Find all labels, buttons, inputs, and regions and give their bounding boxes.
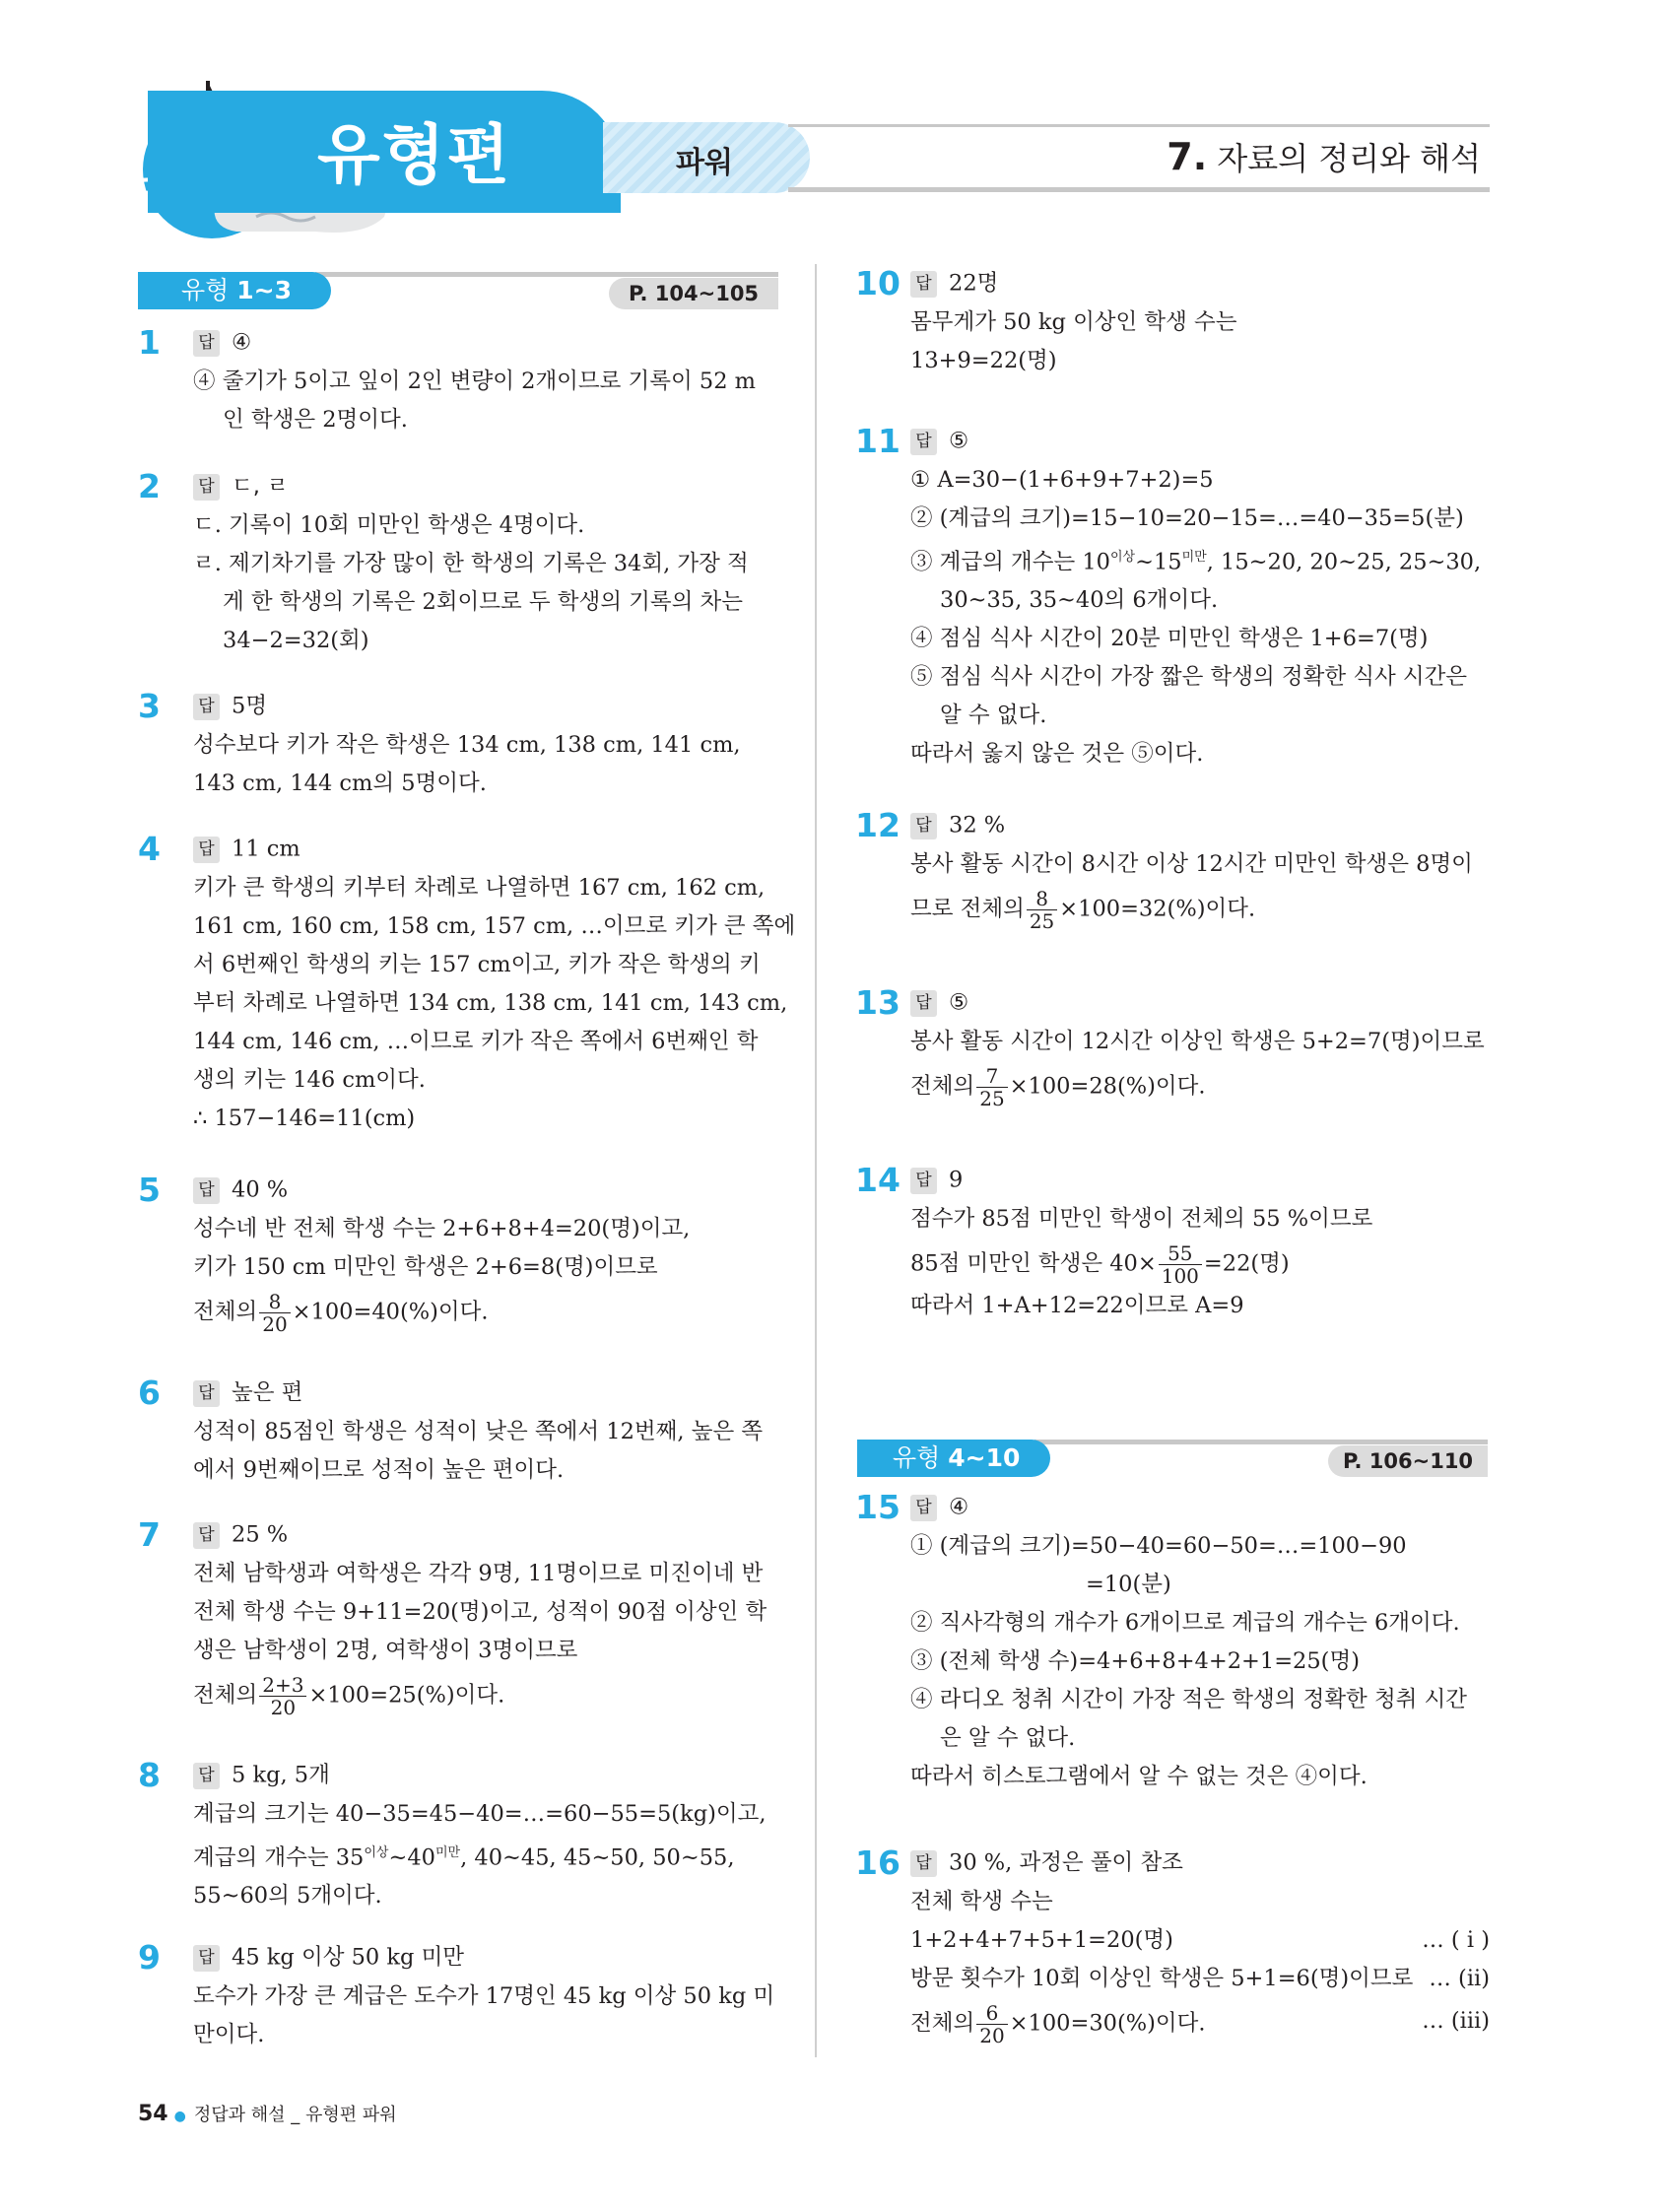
problem-5	[193, 1171, 784, 1335]
fraction	[1159, 1242, 1202, 1287]
solution-line: 143 cm, 144 cm의 5명이다.	[193, 770, 487, 796]
text-segment: ~40	[388, 1844, 435, 1870]
solution-line: 전체 학생 수는	[910, 1888, 1053, 1914]
section-pages: P. 104~105	[609, 278, 778, 309]
problem-7	[193, 1515, 784, 1718]
problem-2	[193, 467, 784, 660]
section-bar-1	[138, 272, 778, 309]
solution-line: 봉사 활동 시간이 12시간 이상인 학생은 5+2=7(명)이므로	[910, 1028, 1485, 1054]
solution-line: 전체 학생 수는 9+11=20(명)이고, 성적이 90점 이상인 학	[193, 1598, 767, 1625]
solution-line: 따라서 히스토그램에서 알 수 없는 것은 ④이다.	[910, 1763, 1368, 1789]
problem-number: 9	[138, 1938, 161, 1977]
answer-row	[193, 1171, 784, 1210]
fraction-suffix: =22(명)	[1203, 1250, 1290, 1276]
problem-16	[910, 1843, 1490, 2046]
answer-badge: 답	[910, 1850, 937, 1877]
solution-line	[910, 1921, 1490, 1960]
superscript: 이상	[1110, 549, 1136, 565]
solution-line: 144 cm, 146 cm, …이므로 키가 작은 쪽에서 6번째인 학	[193, 1028, 759, 1054]
problem-4	[193, 830, 796, 1138]
text-segment: , 15~20, 20~25, 25~30,	[1206, 549, 1482, 574]
answer-value: ④	[232, 329, 252, 356]
step-tag: … (iii)	[1422, 2007, 1490, 2034]
problem-number: 1	[138, 323, 161, 362]
solution-line	[910, 538, 1492, 582]
problem-number: 7	[138, 1515, 161, 1554]
answer-badge: 답	[910, 813, 937, 839]
solution-line: ① (계급의 크기)=50−40=60−50=…=100−90	[910, 1532, 1407, 1559]
answer-value: 32 %	[949, 812, 1006, 838]
answer-row	[193, 687, 784, 726]
answer-badge: 답	[193, 837, 220, 863]
fraction	[259, 1291, 290, 1335]
fraction	[259, 1674, 306, 1718]
denominator: 20	[262, 1311, 288, 1336]
numerator: 55	[1159, 1242, 1202, 1265]
solution-line: 몸무게가 50 kg 이상인 학생 수는	[910, 308, 1237, 335]
solution-line: ② 직사각형의 개수가 6개이므로 계급의 개수는 6개이다.	[910, 1609, 1460, 1636]
answer-row	[193, 467, 784, 506]
problem-14	[910, 1161, 1492, 1325]
answer-value: ⑤	[949, 989, 969, 1016]
section-label	[857, 1440, 1050, 1477]
problem-number: 15	[855, 1488, 901, 1526]
solution-line: 봉사 활동 시간이 8시간 이상 12시간 미만인 학생은 8명이	[910, 850, 1473, 877]
fraction-line	[910, 2002, 1490, 2046]
answer-badge: 답	[193, 694, 220, 720]
problem-number: 13	[855, 983, 901, 1022]
answer-row	[910, 1843, 1490, 1883]
solution-line: 생은 남학생이 2명, 여학생이 3명이므로	[193, 1637, 578, 1663]
answer-value: ⑤	[949, 428, 969, 454]
solution-line: 성수네 반 전체 학생 수는 2+6+8+4=20(명)이고,	[193, 1215, 691, 1241]
answer-row	[193, 1374, 784, 1413]
bullet-icon: ●	[173, 2109, 186, 2124]
answer-row	[910, 422, 1492, 461]
problem-10	[910, 264, 1492, 380]
problem-number: 16	[855, 1843, 901, 1882]
fraction-suffix: ×100=30(%)이다.	[1009, 2010, 1206, 2036]
solution-line: 성적이 85점인 학생은 성적이 낮은 쪽에서 12번째, 높은 쪽	[193, 1418, 764, 1444]
answer-value: 5명	[232, 693, 268, 719]
problem-number: 11	[855, 422, 901, 460]
problem-11	[910, 422, 1492, 773]
solution-line: 게 한 학생의 기록은 2회이므로 두 학생의 기록의 차는	[223, 588, 743, 615]
answer-row	[193, 1515, 784, 1555]
answer-value: 30 %, 과정은 풀이 참조	[949, 1849, 1183, 1876]
problem-15	[910, 1488, 1492, 1796]
chapter-name: 자료의 정리와 해석	[1217, 140, 1481, 177]
chapter-number: 7.	[1167, 135, 1208, 178]
denominator: 25	[979, 1086, 1005, 1110]
answer-value: 높은 편	[232, 1379, 303, 1406]
text-segment: 방문 횟수가 10회 이상인 학생은 5+1=6(명)이므로	[910, 1965, 1414, 1991]
problem-number: 14	[855, 1161, 901, 1199]
answer-row	[910, 264, 1492, 303]
solution-line	[193, 1834, 784, 1878]
answer-badge: 답	[910, 271, 937, 298]
answer-value: 25 %	[232, 1521, 289, 1548]
solution-line: 알 수 없다.	[940, 703, 1047, 728]
answer-badge: 답	[193, 1380, 220, 1407]
answer-badge: 답	[193, 1522, 220, 1549]
section-label-range: 1~3	[236, 276, 292, 304]
header-rule-bottom	[788, 187, 1490, 192]
solution-line: ㄹ. 제기차기를 가장 많이 한 학생의 기록은 34회, 가장 적	[193, 550, 749, 576]
answer-row	[910, 1161, 1492, 1200]
problem-9	[193, 1938, 784, 2054]
answer-row	[193, 323, 784, 363]
solution-line: 30~35, 35~40의 6개이다.	[940, 587, 1219, 613]
numerator: 2+3	[259, 1674, 306, 1697]
fraction-line	[910, 1242, 1492, 1287]
fraction	[976, 2002, 1007, 2046]
solution-line: ③ (전체 학생 수)=4+6+8+4+2+1=25(명)	[910, 1647, 1360, 1674]
problem-number: 5	[138, 1171, 161, 1209]
problem-13	[910, 983, 1492, 1109]
problem-12	[910, 806, 1492, 932]
problem-number: 6	[138, 1374, 161, 1412]
solution-line: 55~60의 5개이다.	[193, 1883, 382, 1909]
solution-line: 따라서 옳지 않은 것은 ⑤이다.	[910, 741, 1204, 767]
problem-number: 2	[138, 467, 161, 505]
solution-line: 키가 150 cm 미만인 학생은 2+6=8(명)이므로	[193, 1253, 658, 1280]
solution-line: 점수가 85점 미만인 학생이 전체의 55 %이므로	[910, 1205, 1373, 1232]
numerator: 6	[976, 2002, 1007, 2025]
fraction	[976, 1065, 1007, 1109]
fraction-suffix: ×100=25(%)이다.	[308, 1682, 505, 1708]
fraction-suffix: ×100=40(%)이다.	[292, 1299, 489, 1324]
text-segment: ③ 계급의 개수는 10	[910, 549, 1110, 574]
section-rule	[315, 272, 778, 277]
solution-line: 따라서 1+A+12=22이므로 A=9	[910, 1292, 1244, 1318]
column-divider	[815, 264, 817, 2057]
section-rule	[1034, 1440, 1488, 1444]
answer-value: ㄷ, ㄹ	[232, 473, 289, 500]
section-label-prefix: 유형	[893, 1443, 949, 1472]
solution-line: 만이다.	[193, 2021, 265, 2047]
solution-line: 도수가 가장 큰 계급은 도수가 17명인 45 kg 이상 50 kg 미	[193, 1982, 775, 2009]
problem-8	[193, 1756, 784, 1915]
solution-line: 성수보다 키가 작은 학생은 134 cm, 138 cm, 141 cm,	[193, 731, 741, 758]
numerator: 7	[976, 1065, 1007, 1088]
solution-line: 서 6번째인 학생의 키는 157 cm이고, 키가 작은 학생의 키	[193, 951, 761, 977]
step-tag: … ( i )	[1422, 1926, 1490, 1953]
page-number: 54	[138, 2102, 168, 2126]
chapter-title	[1167, 134, 1481, 179]
fraction-prefix: 므로 전체의	[910, 896, 1025, 921]
footer-text: 정답과 해설 _ 유형편 파워	[193, 2105, 397, 2125]
problem-number: 3	[138, 687, 161, 725]
fraction-suffix: ×100=28(%)이다.	[1009, 1073, 1206, 1099]
fraction-prefix: 85점 미만인 학생은 40×	[910, 1250, 1157, 1276]
solution-line: =10(분)	[1086, 1571, 1171, 1597]
solution-line: 13+9=22(명)	[910, 347, 1057, 373]
section-label-prefix: 유형	[181, 276, 237, 304]
superscript: 미만	[434, 1844, 461, 1860]
page-title: 유형편	[317, 117, 512, 193]
problem-number: 12	[855, 806, 901, 844]
problem-3	[193, 687, 784, 803]
section-label-range: 4~10	[948, 1443, 1021, 1472]
answer-badge: 답	[193, 1945, 220, 1972]
problem-number: 8	[138, 1756, 161, 1794]
solution-line: ① A=30−(1+6+9+7+2)=5	[910, 466, 1214, 493]
solution-line: 은 알 수 없다.	[940, 1724, 1076, 1751]
answer-row	[910, 806, 1492, 845]
page-footer	[138, 2101, 397, 2126]
superscript: 이상	[364, 1844, 389, 1860]
solution-line: ② (계급의 크기)=15−10=20−15=…=40−35=5(분)	[910, 504, 1464, 531]
solution-line: 계급의 크기는 40−35=45−40=…=60−55=5(kg)이고,	[193, 1800, 767, 1827]
denominator: 100	[1161, 1263, 1199, 1288]
denominator: 25	[1029, 908, 1055, 933]
answer-value: ④	[949, 1494, 969, 1520]
solution-line: 인 학생은 2명이다.	[223, 406, 408, 433]
text-segment: 1+2+4+7+5+1=20(명)	[910, 1926, 1173, 1953]
solution-line: ⑤ 점심 식사 시간이 가장 짧은 학생의 정확한 식사 시간은	[910, 664, 1468, 690]
answer-value: 45 kg 이상 50 kg 미만	[232, 1944, 465, 1971]
superscript: 미만	[1181, 549, 1207, 565]
fraction-prefix: 전체의	[910, 1073, 975, 1099]
fraction-prefix: 전체의	[193, 1299, 258, 1324]
answer-badge: 답	[910, 1168, 937, 1194]
answer-badge: 답	[910, 429, 937, 455]
page-header	[0, 0, 1668, 236]
solution-line: ④ 라디오 청취 시간이 가장 적은 학생의 정확한 청취 시간	[910, 1686, 1468, 1712]
answer-value: 40 %	[232, 1176, 289, 1203]
fraction-line	[193, 1291, 784, 1335]
answer-badge: 답	[910, 1495, 937, 1521]
solution-line: 34−2=32(회)	[223, 627, 369, 653]
answer-badge: 답	[193, 330, 220, 357]
text-segment: , 40~45, 45~50, 50~55,	[460, 1844, 735, 1870]
problem-6	[193, 1374, 784, 1490]
answer-badge: 답	[193, 1763, 220, 1789]
fraction-line	[193, 1674, 784, 1718]
fraction-prefix: 전체의	[910, 2010, 975, 2036]
section-pages: P. 106~110	[1328, 1445, 1488, 1477]
section-bar-2	[857, 1440, 1488, 1477]
fraction	[1027, 888, 1057, 932]
fraction-suffix: ×100=32(%)이다.	[1059, 896, 1256, 921]
solution-line: 161 cm, 160 cm, 158 cm, 157 cm, …이므로 키가 큰 쪽에	[193, 912, 796, 939]
answer-badge: 답	[193, 474, 220, 501]
numerator: 8	[259, 1291, 290, 1313]
solution-line: ㄷ. 기록이 10회 미만인 학생은 4명이다.	[193, 511, 585, 538]
solution-line	[910, 1960, 1490, 1998]
text-segment: ~15	[1135, 549, 1182, 574]
answer-value: 22명	[949, 270, 999, 297]
solution-line: 에서 9번째이므로 성적이 높은 편이다.	[193, 1456, 565, 1483]
denominator: 20	[270, 1695, 297, 1719]
answer-badge: 답	[193, 1177, 220, 1204]
solution-line: 전체 남학생과 여학생은 각각 9명, 11명이므로 미진이네 반	[193, 1560, 764, 1586]
solution-line: 생의 키는 146 cm이다.	[193, 1066, 426, 1093]
problem-number: 4	[138, 830, 161, 868]
fraction-line	[910, 1065, 1492, 1109]
solution-line: ④ 줄기가 5이고 잎이 2인 변량이 2개이므로 기록이 52 m	[193, 368, 757, 394]
answer-row	[910, 983, 1492, 1023]
answer-row	[193, 1756, 784, 1795]
solution-line: ④ 점심 식사 시간이 20분 미만인 학생은 1+6=7(명)	[910, 626, 1429, 651]
step-tag: … (ii)	[1429, 1965, 1490, 1991]
solution-line: 키가 큰 학생의 키부터 차례로 나열하면 167 cm, 162 cm,	[193, 874, 766, 901]
answer-value: 5 kg, 5개	[232, 1762, 330, 1788]
answer-row	[193, 830, 784, 869]
text-segment: 계급의 개수는 35	[193, 1844, 365, 1870]
page-subtitle: 파워	[676, 146, 733, 180]
denominator: 20	[979, 2023, 1005, 2047]
problem-number: 10	[855, 264, 901, 302]
answer-row	[910, 1488, 1492, 1527]
solution-line: ∴ 157−146=11(cm)	[193, 1105, 416, 1131]
answer-value: 9	[949, 1167, 964, 1193]
solution-line: 부터 차례로 나열하면 134 cm, 138 cm, 141 cm, 143 cm,	[193, 989, 788, 1016]
section-label	[138, 272, 331, 309]
answer-badge: 답	[910, 990, 937, 1017]
fraction-prefix: 전체의	[193, 1682, 258, 1708]
fraction-line	[910, 888, 1492, 932]
answer-row	[193, 1938, 784, 1977]
numerator: 8	[1027, 888, 1057, 910]
answer-value: 11 cm	[232, 836, 300, 862]
problem-1	[193, 323, 784, 439]
header-rule-top	[788, 124, 1490, 127]
